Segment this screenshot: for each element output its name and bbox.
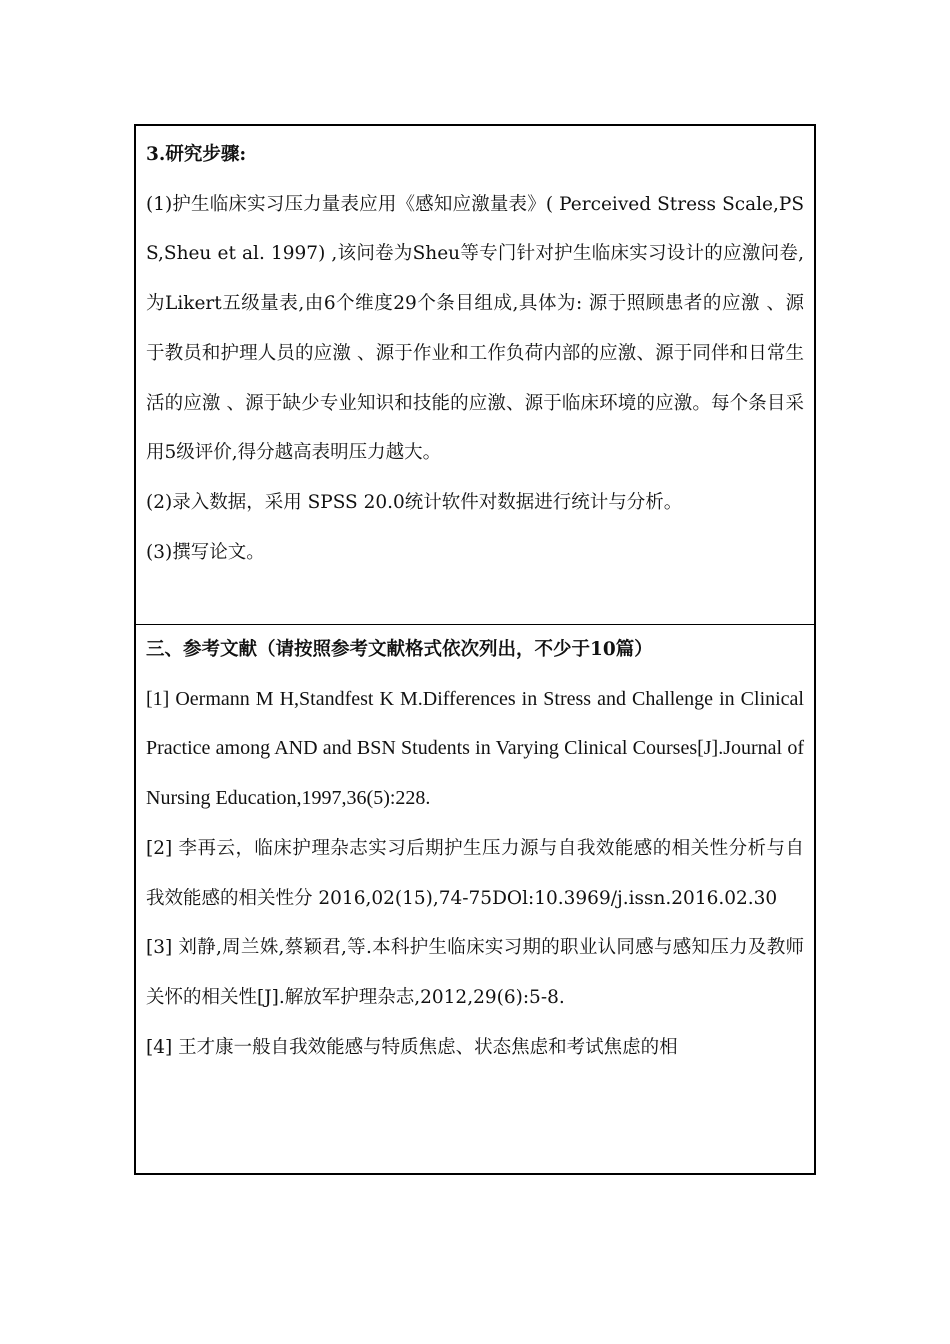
step-item-2: (2)录入数据，采用 SPSS 20.0统计软件对数据进行统计与分析。 <box>146 491 683 513</box>
research-steps-cell <box>136 126 814 625</box>
reference-item-4: [4] 王才康一般自我效能感与特质焦虑、状态焦虑和考试焦虑的相 <box>146 1036 678 1058</box>
references-heading: 三、参考文献（请按照参考文献格式依次列出，不少于10篇） <box>146 639 653 660</box>
reference-item-1: [1] Oermann M H,Standfest K M.Differences in Stress and Challenge in Clinical Practice among AND and BSN Students in Varying Clinical Courses[J].Journal of Nursing Education,1997,36(5):228. <box>146 687 804 810</box>
step-item-1: (1)护生临床实习压力量表应用《感知应激量表》( Perceived Stress Scale,PSS,Sheu et al. 1997) ,该问卷为Sheu等专门针对护生临床实习设计的应激问卷,为Likert五级量表,由6个维度29个条目组成,具体为: 源于照顾患者的应激 、源于教员和护理人员的应激 、源于作业和工作负荷内部的应激、源于同伴和日常生活的应激 、源于缺少专业知识和技能的应激、源于临床环境的应激。每个条目采用5级评价,得分越高表明压力越大。 <box>146 193 804 464</box>
references-cell <box>136 625 814 1173</box>
form-table <box>134 124 816 1175</box>
research-steps-heading: 3.研究步骤: <box>146 144 247 165</box>
step-item-3: (3)撰写论文。 <box>146 541 265 563</box>
reference-item-2: [2] 李再云，临床护理杂志实习后期护生压力源与自我效能感的相关性分析与自我效能感的相关性分 2016,02(15),74-75DOl:10.3969/j.issn.2016.02.30 <box>146 837 804 909</box>
reference-item-3: [3] 刘静,周兰姝,蔡颖君,等.本科护生临床实习期的职业认同感与感知压力及教师关怀的相关性[J].解放军护理杂志,2012,29(6):5-8. <box>146 937 804 1008</box>
